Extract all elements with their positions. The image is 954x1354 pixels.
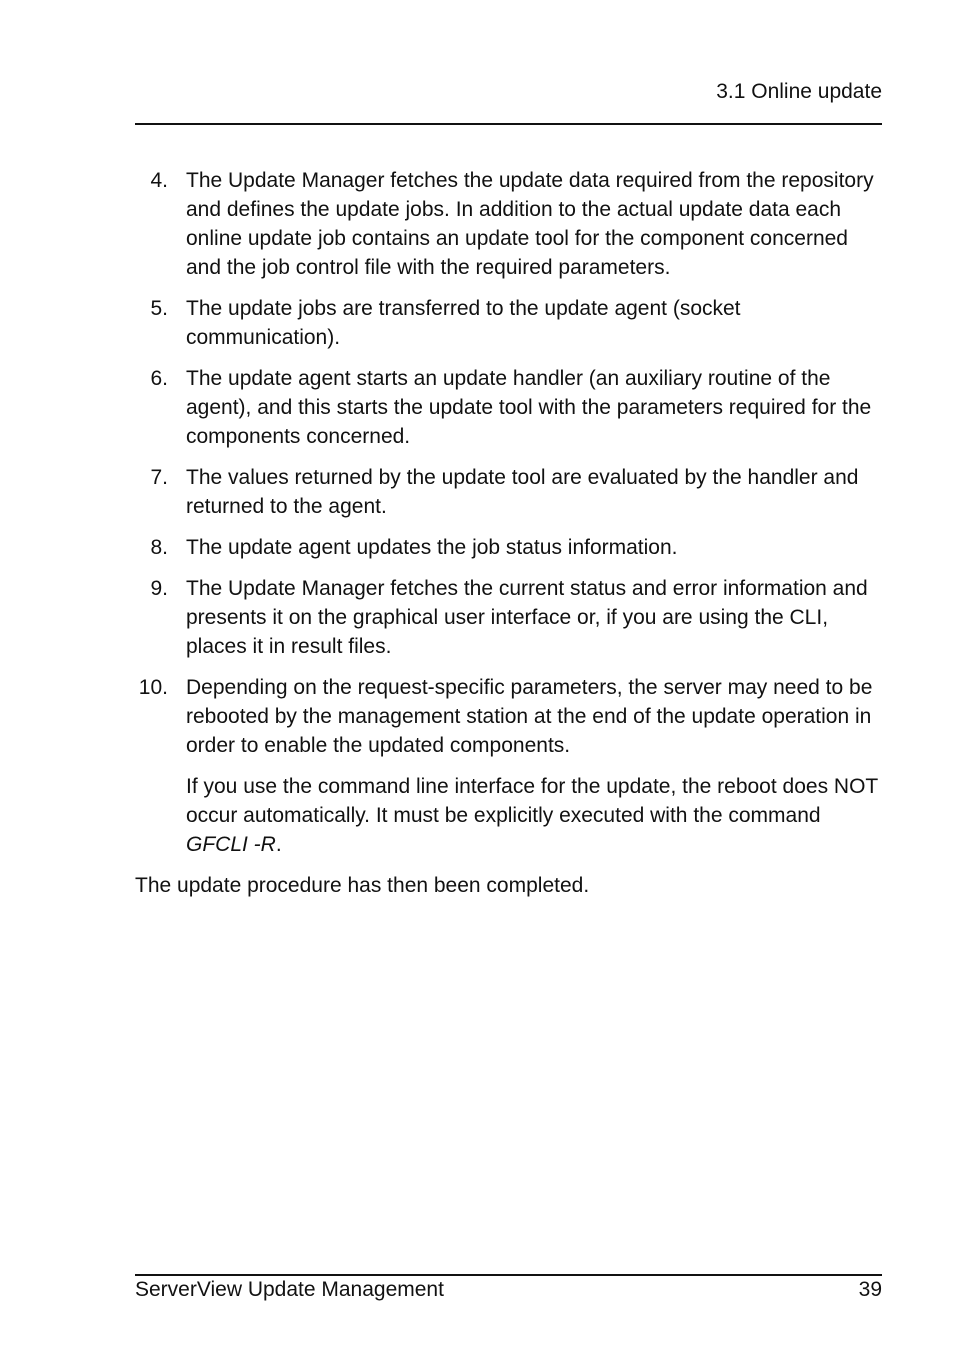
- gfcli-command: GFCLI -R: [186, 833, 276, 856]
- step-item: [135, 673, 882, 859]
- step-item: [135, 364, 882, 451]
- step-number: 7.: [150, 466, 168, 489]
- footer-document-title: ServerView Update Management: [135, 1278, 444, 1301]
- reboot-note-end: .: [275, 833, 282, 856]
- step-item: [135, 574, 882, 661]
- step-text: The values returned by the update tool are evaluated by the handler and returned to the agent.: [186, 466, 859, 518]
- step-item: [135, 463, 882, 521]
- step-item: [135, 294, 882, 352]
- step-item: [135, 533, 882, 562]
- step-item: [135, 166, 882, 282]
- update-steps-list: [135, 166, 882, 871]
- step-number: 8.: [150, 536, 168, 559]
- step-text: The update jobs are transferred to the update agent (socket communication).: [186, 297, 741, 349]
- step-number: 9.: [150, 577, 168, 600]
- page-number: 39: [858, 1278, 882, 1301]
- step-number: 5.: [150, 297, 168, 320]
- reboot-note: [186, 772, 882, 859]
- step-number: 6.: [150, 367, 168, 390]
- running-header-title: 3.1 Online update: [716, 80, 882, 103]
- step-number: 4.: [150, 169, 168, 192]
- header-rule: [135, 123, 882, 125]
- step-text: The update agent updates the job status information.: [186, 536, 678, 559]
- footer-rule: [135, 1274, 882, 1276]
- closing-paragraph: The update procedure has then been completed.: [135, 874, 590, 897]
- step-number: 10.: [138, 676, 168, 699]
- step-text: The Update Manager fetches the current status and error information and presents it on the graphical user interface or, if you are using the CLI, places it in result files.: [186, 577, 868, 658]
- reboot-note-text: If you use the command line interface for the update, the reboot does NOT occur automatically. It must be explicitly executed with the command: [186, 775, 878, 827]
- step-text: Depending on the request-specific parameters, the server may need to be rebooted by the management station at the end of the update operation in order to enable the updated components.: [186, 676, 873, 757]
- step-text: The Update Manager fetches the update data required from the repository and defines the update jobs. In addition to the actual update data each online update job contains an update tool for the component concerned and the job control file with the required parameters.: [186, 169, 874, 279]
- step-text: The update agent starts an update handler (an auxiliary routine of the agent), and this starts the update tool with the parameters required for the components concerned.: [186, 367, 872, 448]
